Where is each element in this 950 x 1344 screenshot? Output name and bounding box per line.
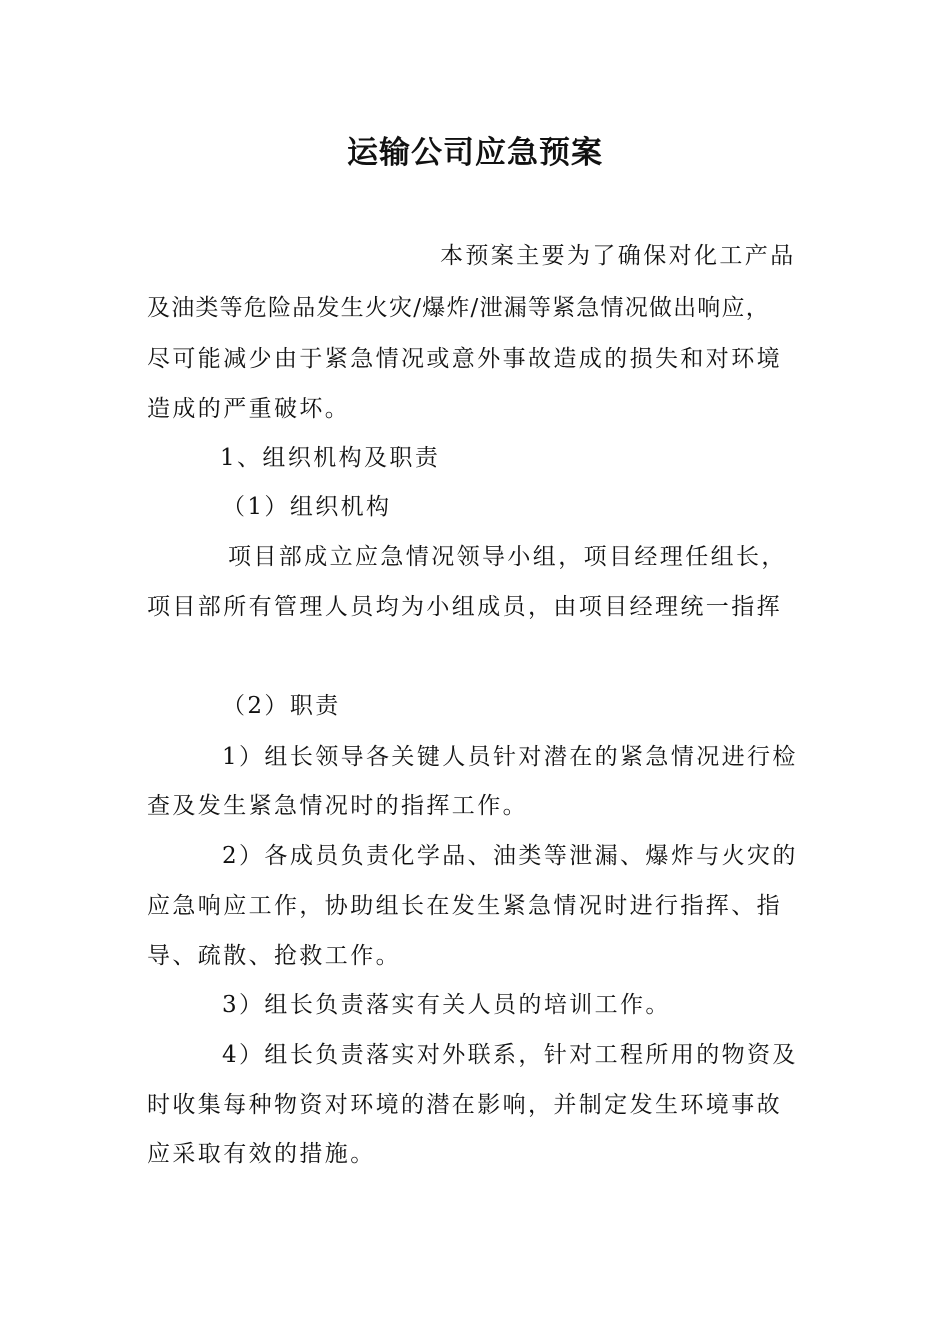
list-item-line: 4）组长负责落实对外联系，针对工程所用的物资及 — [222, 1042, 798, 1068]
subsection-heading: （1）组织机构 — [222, 494, 392, 520]
list-item-line: 导、疏散、抢救工作。 — [147, 943, 401, 969]
paragraph-line: 项目部成立应急情况领导小组，项目经理任组长， — [228, 544, 787, 570]
subsection-heading: （2）职责 — [222, 693, 341, 719]
list-item-line: 1）组长领导各关键人员针对潜在的紧急情况进行检 — [222, 744, 798, 770]
list-item-line: 时收集每种物资对环境的潜在影响，并制定发生环境事故 — [147, 1092, 782, 1118]
paragraph-line: 项目部所有管理人员均为小组成员，由项目经理统一指挥 — [147, 594, 782, 620]
paragraph-line: 造成的严重破坏。 — [147, 396, 351, 422]
list-item-line: 2）各成员负责化学品、油类等泄漏、爆炸与火灾的 — [222, 843, 798, 869]
list-item-line: 应急响应工作，协助组长在发生紧急情况时进行指挥、指 — [147, 893, 782, 919]
list-item-line: 查及发生紧急情况时的指挥工作。 — [147, 793, 528, 819]
list-item-line: 应采取有效的措施。 — [147, 1141, 376, 1167]
paragraph-line: 及油类等危险品发生火灾/爆炸/泄漏等紧急情况做出响应， — [147, 295, 770, 321]
list-item-line: 3）组长负责落实有关人员的培训工作。 — [222, 992, 671, 1018]
paragraph-line: 尽可能减少由于紧急情况或意外事故造成的损失和对环境 — [147, 346, 782, 372]
section-heading: 1、组织机构及职责 — [220, 445, 441, 471]
document-title: 运输公司应急预案 — [347, 135, 603, 171]
paragraph-line: 本预案主要为了确保对化工产品 — [440, 243, 796, 269]
